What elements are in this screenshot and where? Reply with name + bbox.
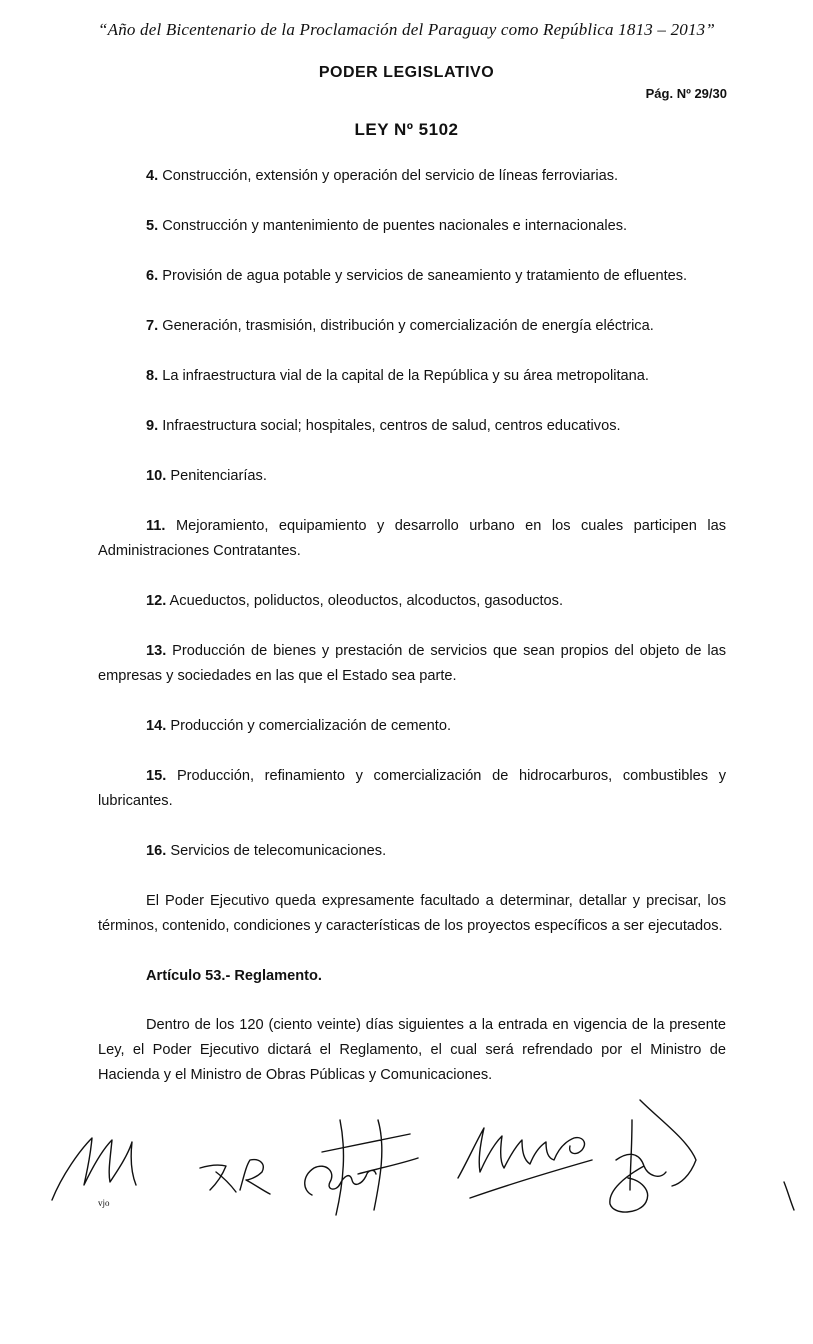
list-item	[98, 714, 726, 739]
list-item	[98, 639, 726, 689]
item-text: Construcción y mantenimiento de puentes nacionales e internacionales.	[158, 218, 628, 234]
item-text: Servicios de telecomunicaciones.	[166, 843, 387, 859]
list-item	[98, 764, 726, 814]
list-item	[98, 589, 726, 614]
typist-initials: vjo	[98, 1198, 110, 1208]
item-number: 11.	[146, 518, 166, 534]
list-item	[98, 839, 726, 864]
list-item	[98, 264, 726, 289]
signatures	[40, 1080, 800, 1230]
bicentennial-motto: “Año del Bicentenario de la Proclamación del Paraguay como República 1813 – 2013”	[97, 20, 716, 39]
item-number: 10.	[146, 468, 167, 484]
item-text: Penitenciarías.	[166, 468, 267, 484]
page-number: Pág. Nº 29/30	[645, 86, 727, 101]
item-number: 15.	[146, 768, 167, 784]
list-item	[98, 364, 726, 389]
signature-2	[200, 1160, 270, 1194]
item-text: Infraestructura social; hospitales, centros de salud, centros educativos.	[158, 418, 621, 434]
item-text: Producción, refinamiento y comercialización de hidrocarburos, combustibles y lubricantes.	[98, 768, 726, 809]
item-text: Producción y comercialización de cemento.	[166, 718, 452, 734]
item-number: 5.	[146, 218, 159, 234]
item-text: Generación, trasmisión, distribución y comercialización de energía eléctrica.	[158, 318, 654, 334]
chamber-heading: PODER LEGISLATIVO	[318, 64, 495, 81]
item-number: 13.	[146, 643, 167, 659]
margin-mark	[784, 1182, 794, 1210]
item-number: 12.	[146, 593, 167, 609]
item-text: La infraestructura vial de la capital de la República y su área metropolitana.	[158, 368, 649, 384]
list-item	[98, 464, 726, 489]
list-item	[98, 514, 726, 564]
list-item	[98, 414, 726, 439]
item-number: 6.	[146, 268, 159, 284]
item-text: Construcción, extensión y operación del servicio de líneas ferroviarias.	[158, 168, 619, 184]
item-text: Provisión de agua potable y servicios de saneamiento y tratamiento de efluentes.	[158, 268, 688, 284]
item-text: Mejoramiento, equipamiento y desarrollo urbano en los cuales participen las Administraciones Contratantes.	[98, 518, 726, 559]
item-number: 14.	[146, 718, 167, 734]
signature-5	[610, 1100, 696, 1212]
law-title: LEY Nº 5102	[354, 120, 459, 139]
item-number: 7.	[146, 318, 159, 334]
list-item	[98, 314, 726, 339]
signature-3	[305, 1120, 418, 1215]
closing-paragraph: El Poder Ejecutivo queda expresamente facultado a determinar, detallar y precisar, los términos, contenido, condiciones y características de los proyectos específicos a ser ejecutados.	[98, 893, 726, 934]
list-item	[98, 164, 726, 189]
article-heading: Artículo 53.- Reglamento.	[146, 968, 322, 984]
signature-4	[458, 1128, 592, 1198]
item-number: 16.	[146, 843, 167, 859]
list-item	[98, 214, 726, 239]
item-text: Acueductos, poliductos, oleoductos, alcoductos, gasoductos.	[166, 593, 564, 609]
item-number: 9.	[146, 418, 159, 434]
signature-1	[52, 1138, 136, 1200]
article-text: Dentro de los 120 (ciento veinte) días siguientes a la entrada en vigencia de la presente Ley, el Poder Ejecutivo dictará el Reglamento, el cual será refrendado por el Ministro de Hacienda y el Ministro de Obras Públicas y Comunicaciones.	[98, 1017, 726, 1083]
item-number: 4.	[146, 168, 159, 184]
item-number: 8.	[146, 368, 159, 384]
item-text: Producción de bienes y prestación de servicios que sean propios del objeto de las empresas y sociedades en las que el Estado sea parte.	[98, 643, 726, 684]
document-body	[98, 164, 726, 1113]
